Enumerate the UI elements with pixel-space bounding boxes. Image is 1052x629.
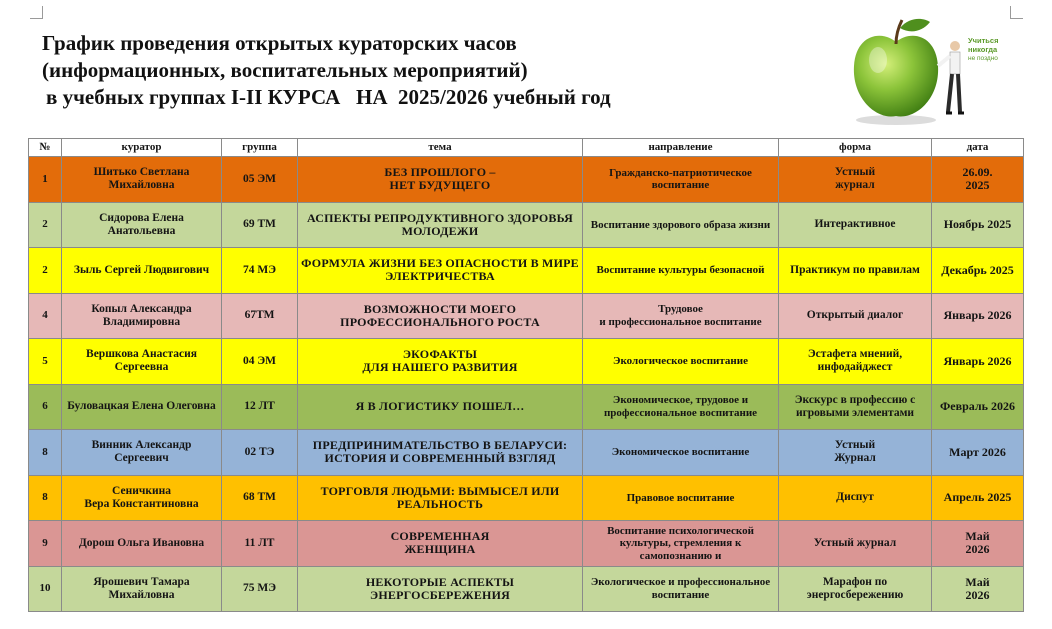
table-row xyxy=(29,339,1024,385)
topic-cell: ФОРМУЛА ЖИЗНИ БЕЗ ОПАСНОСТИ В МИРЕ ЭЛЕКТРИЧЕСТВА xyxy=(298,248,583,294)
curator-cell: Шитько Светлана Михайловна xyxy=(62,157,222,203)
group-cell: 02 ТЭ xyxy=(222,430,298,476)
table-header-row xyxy=(29,139,1024,157)
page-corner-mark-left xyxy=(30,6,43,19)
form-cell: Марафон по энергосбережению xyxy=(779,566,932,612)
curator-cell: Вершкова Анастасия Сергеевна xyxy=(62,339,222,385)
topic-cell: АСПЕКТЫ РЕПРОДУКТИВНОГО ЗДОРОВЬЯ МОЛОДЕЖИ xyxy=(298,202,583,248)
form-cell: Диспут xyxy=(779,475,932,521)
direction-cell: Правовое воспитание xyxy=(583,475,779,521)
direction-cell: Воспитание здорового образа жизни xyxy=(583,202,779,248)
group-cell: 75 МЭ xyxy=(222,566,298,612)
date-cell: Февраль 2026 xyxy=(932,384,1024,430)
curator-cell: Ярошевич Тамара Михайловна xyxy=(62,566,222,612)
curator-cell: Сеничкина Вера Константиновна xyxy=(62,475,222,521)
date-cell: 26.09. 2025 xyxy=(932,157,1024,203)
title-line-3: в учебных группах I-II КУРСА НА 2025/2026 учебный год xyxy=(46,85,611,109)
group-cell: 74 МЭ xyxy=(222,248,298,294)
direction-cell: Воспитание культуры безопасной xyxy=(583,248,779,294)
form-cell: Интерактивное xyxy=(779,202,932,248)
table-row xyxy=(29,157,1024,203)
table-row xyxy=(29,202,1024,248)
curator-cell: Зыль Сергей Людвигович xyxy=(62,248,222,294)
date-cell: Май 2026 xyxy=(932,521,1024,567)
table-row xyxy=(29,475,1024,521)
topic-cell: ЭКОФАКТЫ ДЛЯ НАШЕГО РАЗВИТИЯ xyxy=(298,339,583,385)
direction-cell: Экономическое, трудовое и профессиональное воспитание xyxy=(583,384,779,430)
date-cell: Декабрь 2025 xyxy=(932,248,1024,294)
header-cell: направление xyxy=(583,139,779,157)
date-cell: Ноябрь 2025 xyxy=(932,202,1024,248)
form-cell: Экскурс в профессию с игровыми элементами xyxy=(779,384,932,430)
date-cell: Май 2026 xyxy=(932,566,1024,612)
curator-cell: Винник Александр Сергеевич xyxy=(62,430,222,476)
header-cell: дата xyxy=(932,139,1024,157)
direction-cell: Воспитание психологической культуры, стремления к самопознанию и xyxy=(583,521,779,567)
topic-cell: Я В ЛОГИСТИКУ ПОШЕЛ… xyxy=(298,384,583,430)
header-cell: группа xyxy=(222,139,298,157)
group-cell: 69 ТМ xyxy=(222,202,298,248)
curator-cell: Копыл Александра Владимировна xyxy=(62,293,222,339)
topic-cell: ТОРГОВЛЯ ЛЮДЬМИ: ВЫМЫСЕЛ ИЛИ РЕАЛЬНОСТЬ xyxy=(298,475,583,521)
row-number: 2 xyxy=(29,248,62,294)
row-number: 4 xyxy=(29,293,62,339)
group-cell: 04 ЭМ xyxy=(222,339,298,385)
table-row xyxy=(29,521,1024,567)
logo-slogan: Учиться никогда не поздно xyxy=(968,36,999,62)
document-title xyxy=(42,30,802,111)
apple-icon xyxy=(838,14,1018,130)
row-number: 8 xyxy=(29,430,62,476)
row-number: 1 xyxy=(29,157,62,203)
header-cell: № xyxy=(29,139,62,157)
direction-cell: Гражданско-патриотическое воспитание xyxy=(583,157,779,203)
row-number: 5 xyxy=(29,339,62,385)
topic-cell: БЕЗ ПРОШЛОГО – НЕТ БУДУЩЕГО xyxy=(298,157,583,203)
form-cell: Устный Журнал xyxy=(779,430,932,476)
form-cell: Эстафета мнений, инфодайджест xyxy=(779,339,932,385)
header-cell: куратор xyxy=(62,139,222,157)
date-cell: Апрель 2025 xyxy=(932,475,1024,521)
group-cell: 05 ЭМ xyxy=(222,157,298,203)
group-cell: 68 ТМ xyxy=(222,475,298,521)
row-number: 2 xyxy=(29,202,62,248)
date-cell: Январь 2026 xyxy=(932,293,1024,339)
table-row xyxy=(29,293,1024,339)
row-number: 6 xyxy=(29,384,62,430)
form-cell: Практикум по правилам xyxy=(779,248,932,294)
form-cell: Открытый диалог xyxy=(779,293,932,339)
header-cell: тема xyxy=(298,139,583,157)
row-number: 8 xyxy=(29,475,62,521)
title-line-1: График проведения открытых кураторских часов xyxy=(42,31,517,55)
form-cell: Устный журнал xyxy=(779,521,932,567)
direction-cell: Экологическое воспитание xyxy=(583,339,779,385)
direction-cell: Экономическое воспитание xyxy=(583,430,779,476)
direction-cell: Трудовое и профессиональное воспитание xyxy=(583,293,779,339)
topic-cell: СОВРЕМЕННАЯ ЖЕНЩИНА xyxy=(298,521,583,567)
row-number: 10 xyxy=(29,566,62,612)
row-number: 9 xyxy=(29,521,62,567)
table-row xyxy=(29,248,1024,294)
topic-cell: ПРЕДПРИНИМАТЕЛЬСТВО В БЕЛАРУСИ: ИСТОРИЯ И СОВРЕМЕННЫЙ ВЗГЛЯД xyxy=(298,430,583,476)
curator-cell: Буловацкая Елена Олеговна xyxy=(62,384,222,430)
form-cell: Устный журнал xyxy=(779,157,932,203)
schedule-table xyxy=(28,138,1024,612)
curator-cell: Дорош Ольга Ивановна xyxy=(62,521,222,567)
table-row xyxy=(29,430,1024,476)
group-cell: 11 ЛТ xyxy=(222,521,298,567)
group-cell: 12 ЛТ xyxy=(222,384,298,430)
direction-cell: Экологическое и профессиональное воспитание xyxy=(583,566,779,612)
topic-cell: НЕКОТОРЫЕ АСПЕКТЫ ЭНЕРГОСБЕРЕЖЕНИЯ xyxy=(298,566,583,612)
date-cell: Январь 2026 xyxy=(932,339,1024,385)
title-line-2: (информационных, воспитательных мероприятий) xyxy=(42,58,528,82)
header-cell: форма xyxy=(779,139,932,157)
curator-cell: Сидорова Елена Анатольевна xyxy=(62,202,222,248)
table-row xyxy=(29,566,1024,612)
group-cell: 67ТМ xyxy=(222,293,298,339)
table-row xyxy=(29,384,1024,430)
date-cell: Март 2026 xyxy=(932,430,1024,476)
apple-logo xyxy=(838,14,1018,130)
topic-cell: ВОЗМОЖНОСТИ МОЕГО ПРОФЕССИОНАЛЬНОГО РОСТА xyxy=(298,293,583,339)
table-body xyxy=(29,157,1024,612)
